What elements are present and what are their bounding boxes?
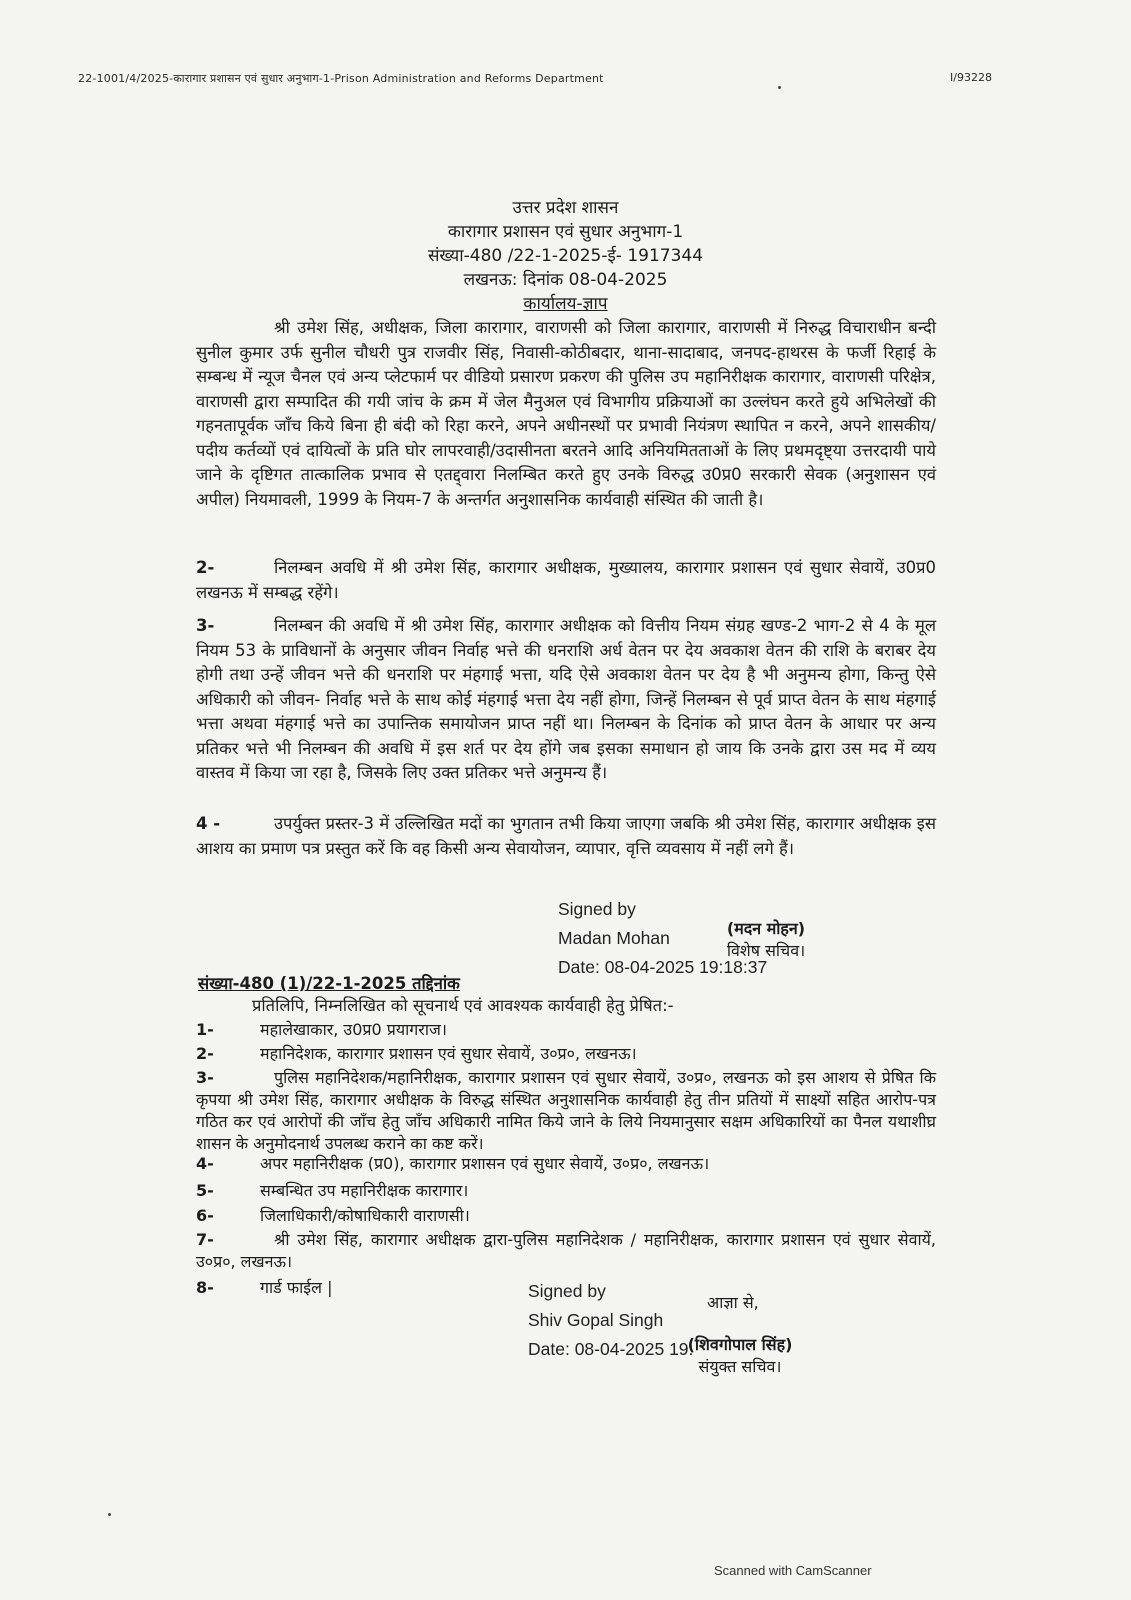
- scanner-watermark: Scanned with CamScanner: [714, 1563, 872, 1578]
- government-name: उत्तर प्रदेश शासन: [512, 198, 619, 218]
- signature-date: Date: 08-04-2025 19:18:37: [558, 957, 768, 977]
- signatory-2-designation: संयुक्त सचिव।: [698, 1357, 782, 1376]
- paragraph-4: [196, 812, 936, 861]
- signatory-1-name: (मदन मोहन): [726, 919, 806, 938]
- copy-item-3: 3- पुलिस महानिदेशक/महानिरीक्षक, कारागार प्रशासन एवं सुधार सेवायें, उ०प्र०, लखनऊ को इस आशय से प्रेषित कि कृपया श्री उमेश सिंह, कारागार अधीक्षक के विरुद्ध संस्थित अनुशासनिक कार्यवाही हेतु तीन प्रतियों में साक्ष्यों सहित आरोप-पत्र गठित कर एवं आरोपों की जाँच हेतु जाँच अधिकारी नामित किये जाने के लिये नियमानुसार सक्षम अधिकारियों का पैनल यथाशीघ्र शासन के अनुमोदनार्थ उपलब्ध कराने का कष्ट करें।: [196, 1068, 936, 1153]
- signatory-1: [706, 918, 826, 962]
- signatory-1-designation: विशेष सचिव।: [726, 941, 806, 960]
- header-doc-number: I/93228: [950, 71, 992, 84]
- paragraph-4-number: 4 -: [196, 814, 221, 833]
- signed-by-label-2: Signed by: [528, 1281, 606, 1301]
- order-date: लखनऊ: दिनांक 08-04-2025: [463, 270, 668, 290]
- copy-intro: प्रतिलिपि, निम्नलिखित को सूचनार्थ एवं आवश्यक कार्यवाही हेतु प्रेषित:-: [252, 996, 674, 1015]
- copy-reference: संख्या-480 (1)/22-1-2025 तद्दिनांक: [198, 974, 460, 993]
- memo-title: कार्यालय-ज्ञाप: [523, 294, 608, 314]
- section-name: कारागार प्रशासन एवं सुधार अनुभाग-1: [447, 222, 684, 242]
- copy-item-5: 5- सम्बन्धित उप महानिरीक्षक कारागार।: [196, 1181, 469, 1200]
- signatory-2: [665, 1334, 815, 1378]
- signer-name-2: Shiv Gopal Singh: [528, 1310, 664, 1330]
- signed-by-label: Signed by: [558, 899, 636, 919]
- title-block: [0, 196, 1131, 316]
- copy-item-7: 7- श्री उमेश सिंह, कारागार अधीक्षक द्वारा-पुलिस महानिदेशक / महानिरीक्षक, कारागार प्रशासन एवं सुधार सेवायें, उ०प्र०, लखनऊ।: [196, 1230, 936, 1271]
- paragraph-1: श्री उमेश सिंह, अधीक्षक, जिला कारागार, वाराणसी को जिला कारागार, वाराणसी में निरुद्ध विचाराधीन बन्दी सुनील कुमार उर्फ सुनील चौधरी पुत्र राजवीर सिंह, निवासी-कोठीबदार, थाना-सादाबाद, जनपद-हाथरस के फर्जी रिहाई के सम्बन्ध में न्यूज चैनल एवं अन्य प्लेटफार्म पर वीडियो प्रसारण प्रकरण की पुलिस उप महानिरीक्षक कारागार, वाराणसी परिक्षेत्र, वाराणसी द्वारा सम्पादित की गयी जांच के क्रम में जेल मैनुअल एवं विभागीय प्रक्रियाओं का उल्लंघन करते हुये अभिलेखों की गहनतापूर्वक जाँच किये बिना ही बंदी को रिहा करने, अपने अधीनस्थों पर प्रभावी नियंत्रण स्थापित न करने, अपने शासकीय/पदीय कर्तव्यों एवं दायित्वों के प्रति घोर लापरवाही/उदासीनता बरतने आदि अनियमितताओं के लिए प्रथमदृष्ट्या उत्तरदायी पाये जाने के दृष्टिगत तात्कालिक प्रभाव से एतद्द्वारा निलम्बित करते हुए उनके विरुद्ध उ0प्र0 सरकारी सेवक (अनुशासन एवं अपील) नियमावली, 1999 के नियम-7 के अन्तर्गत अनुशासनिक कार्यवाही संस्थित की जाती है।: [196, 318, 936, 509]
- copy-item-4: 4- अपर महानिरीक्षक (प्र0), कारागार प्रशासन एवं सुधार सेवायें, उ०प्र०, लखनऊ।: [196, 1154, 710, 1173]
- copy-item-6: 6- जिलाधिकारी/कोषाधिकारी वाराणसी।: [196, 1206, 470, 1225]
- scan-mark: [108, 1513, 111, 1516]
- order-number: संख्या-480 /22-1-2025-ई- 1917344: [427, 246, 704, 266]
- paragraph-2-text: निलम्बन अवधि में श्री उमेश सिंह, कारागार अधीक्षक, मुख्यालय, कारागार प्रशासन एवं सुधार सेवायें, उ0प्र0 लखनऊ में सम्बद्ध रहेंगे।: [196, 558, 936, 602]
- paragraph-3: [196, 614, 936, 786]
- paragraph-3-number: 3-: [196, 616, 215, 635]
- signer-name: Madan Mohan: [558, 928, 670, 948]
- header-reference: 22-1001/4/2025-कारागार प्रशासन एवं सुधार अनुभाग-1-Prison Administration and Reforms Department: [78, 72, 604, 85]
- paragraph-2: [196, 556, 936, 605]
- signatory-2-name: (शिवगोपाल सिंह): [687, 1335, 793, 1354]
- signature-date-2: Date: 08-04-2025 19:: [528, 1339, 694, 1359]
- paragraph-2-number: 2-: [196, 558, 215, 577]
- scan-mark: [778, 86, 781, 89]
- copy-item-8: 8- गार्ड फाईल |: [196, 1278, 333, 1297]
- by-order-label: आज्ञा से,: [707, 1293, 759, 1312]
- paragraph-4-text: उपर्युक्त प्रस्तर-3 में उल्लिखित मदों का भुगतान तभी किया जाएगा जबकि श्री उमेश सिंह, कारागार अधीक्षक इस आशय का प्रमाण पत्र प्रस्तुत करें कि वह किसी अन्य सेवायोजन, व्यापार, वृत्ति व्यवसाय में नहीं लगे हैं।: [196, 814, 936, 858]
- copy-item-1: 1- महालेखाकार, उ0प्र0 प्रयागराज।: [196, 1020, 447, 1039]
- paragraph-3-text: निलम्बन की अवधि में श्री उमेश सिंह, कारागार अधीक्षक को वित्तीय नियम संग्रह खण्ड-2 भाग-2 से 4 के मूल नियम 53 के प्राविधानों के अनुसार जीवन निर्वाह भत्ते की धनराशि अर्ध वेतन पर देय अवकाश वेतन की राशि के बराबर देय होगी तथा उन्हें जीवन भत्ते की धनराशि पर मंहगाई भत्ता, यदि ऐसे अवकाश वेतन पर देय है भी अनुमन्य होगा, किन्तु ऐसे अधिकारी को जीवन- निर्वाह भत्ते के साथ कोई मंहगाई भत्ता देय नहीं होगा, जिन्हें निलम्बन से पूर्व प्राप्त वेतन के साथ मंहगाई भत्ता अथवा मंहगाई भत्ते का उपान्तिक समायोजन प्राप्त नहीं था। निलम्बन के दिनांक को प्राप्त वेतन के आधार पर अन्य प्रतिकर भत्ते भी निलम्बन की अवधि में इस शर्त पर देय होंगे जब इसका समाधान हो जाय कि उनके द्वारा उस मद में व्यय वास्तव में किया जा रहा है, जिसके लिए उक्त प्रतिकर भत्ते अनुमन्य हैं।: [196, 616, 936, 782]
- copy-item-2: 2- महानिदेशक, कारागार प्रशासन एवं सुधार सेवायें, उ०प्र०, लखनऊ।: [196, 1044, 637, 1063]
